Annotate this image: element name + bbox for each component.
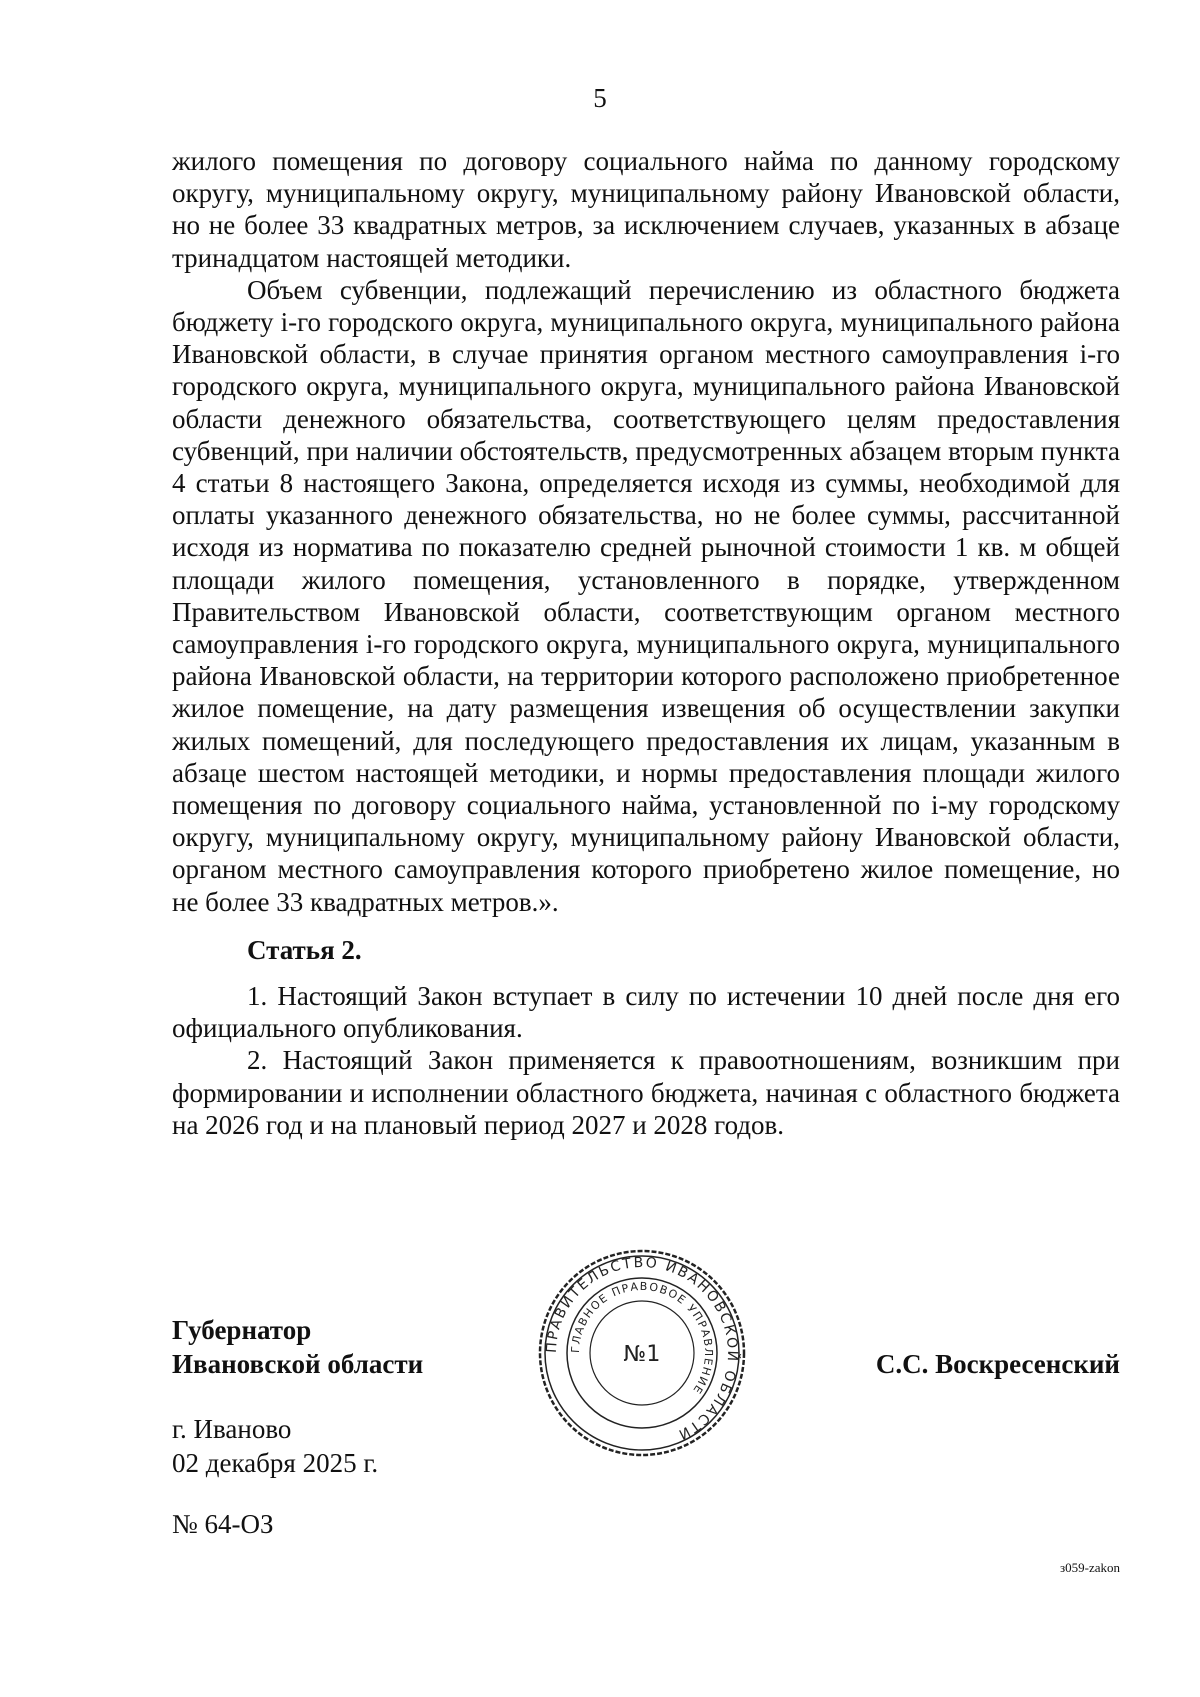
svg-text:ГЛАВНОЕ ПРАВОВОЕ УПРАВЛЕНИЕ: ГЛАВНОЕ ПРАВОВОЕ УПРАВЛЕНИЕ [568, 1279, 716, 1397]
place-and-date [172, 1412, 378, 1480]
svg-text:ПРАВИТЕЛЬСТВО ИВАНОВСКОЙ ОБЛАС: ПРАВИТЕЛЬСТВО ИВАНОВСКОЙ ОБЛАСТИ [543, 1254, 741, 1443]
signing-date: 02 декабря 2025 г. [172, 1448, 379, 1478]
law-number: № 64-ОЗ [172, 1509, 274, 1539]
document-code: з059-zakon [1059, 1560, 1120, 1575]
document-body [172, 145, 1120, 1141]
signatory-title-line1: Губернатор [172, 1315, 312, 1345]
city: г. Иваново [172, 1414, 292, 1444]
clause-1: 1. Настоящий Закон вступает в силу по истечении 10 дней после дня его официального опубликования. [172, 981, 1120, 1044]
continuation-paragraph: жилого помещения по договору социального найма по данному городскому округу, муниципальному округу, муниципальному району Ивановской области, но не более 33 квадратных метров, за исключением случаев, указанных в абзаце тринадцатом настоящей методики. [172, 146, 1120, 273]
article-heading: Статья 2. [247, 934, 362, 965]
seal-number: №1 [623, 1342, 661, 1367]
page-number: 5 [593, 83, 607, 113]
subvention-paragraph: Объем субвенции, подлежащий перечислению из областного бюджета бюджету i-го городского округа, муниципального округа, муниципального района Ивановской области, в случае принятия органом местного самоуправления i-го городского округа, муниципального округа, муниципального района Ивановской области денежного обязательства, соответствующего целям предоставления субвенций, при наличии обстоятельств, предусмотренных абзацем вторым пункта 4 статьи 8 настоящего Закона, определяется исходя из суммы, необходимой для оплаты указанного денежного обязательства, но не более суммы, рассчитанной исходя из норматива по показателю средней рыночной стоимости 1 кв. м общей площади жилого помещения, установленного в порядке, утвержденном Правительством Ивановской области, соответствующим органом местного самоуправления i-го городского округа, муниципального округа, муниципального района Ивановской области, на территории которого расположено приобретенное жилое помещение, на дату размещения извещения об осуществлении закупки жилых помещений, для последующего предоставления их лицам, указанным в абзаце шестом настоящей методики, и нормы предоставления площади жилого помещения по договору социального найма, установленной по i-му городскому округу, муниципальному округу, муниципальному району Ивановской области, органом местного самоуправления которого приобретено жилое помещение, но не более 33 квадратных метров.». [172, 274, 1120, 917]
signatory-title [172, 1313, 423, 1381]
official-seal [537, 1248, 747, 1458]
signatory-name: С.С. Воскресенский [875, 1349, 1120, 1379]
seal-graphic [537, 1248, 747, 1458]
signatory-title-line2: Ивановской области [172, 1349, 424, 1379]
clause-2: 2. Настоящий Закон применяется к правоотношениям, возникшим при формировании и исполнении областного бюджета, начиная с областного бюджета на 2026 год и на плановый период 2027 и 2028 годов. [172, 1045, 1120, 1140]
